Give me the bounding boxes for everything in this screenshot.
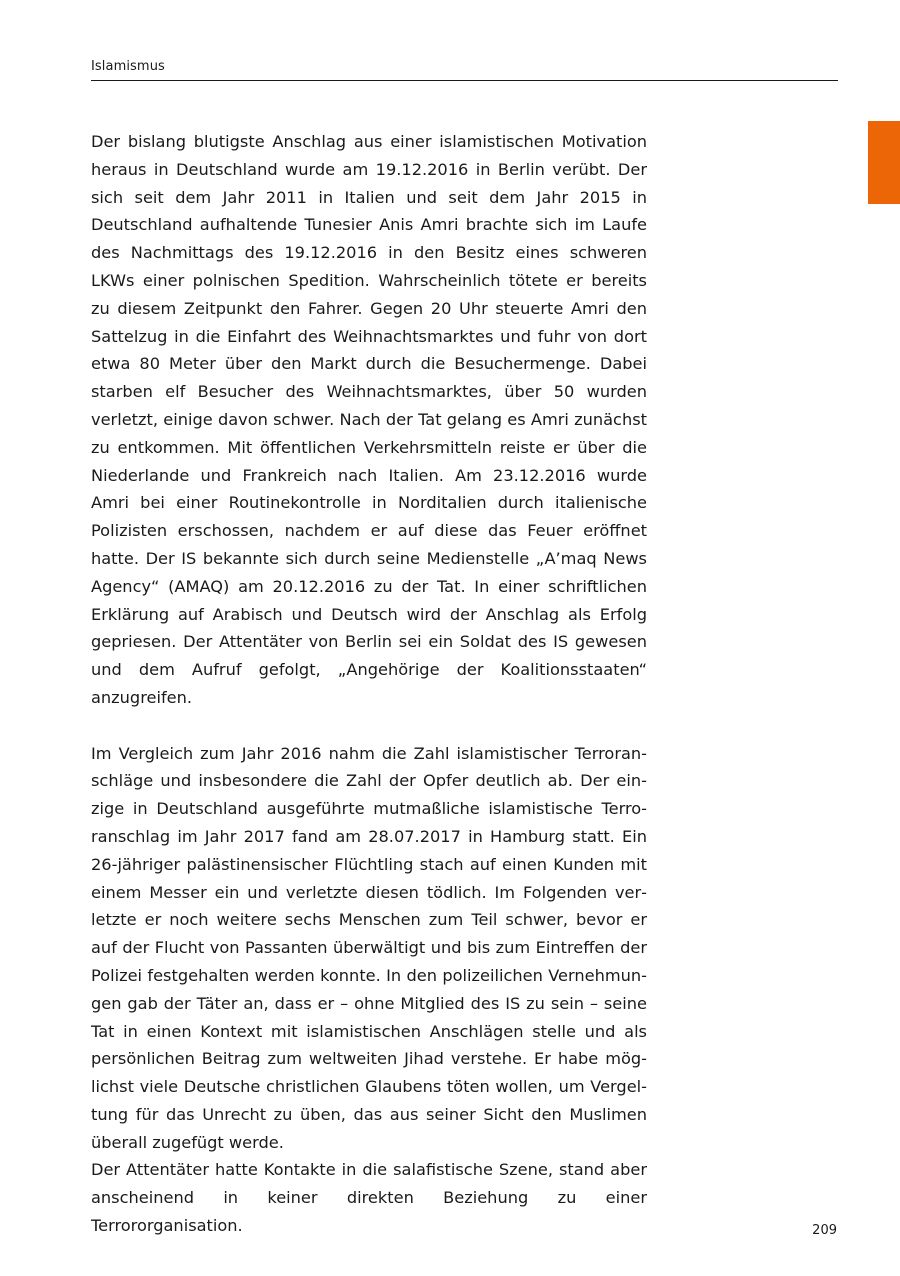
paragraph-attacker-contacts: Der Attentäter hatte Kontakte in die salafistische Szene, stand aber anscheinend in keiner direkten Beziehung zu einer Terrororganisation.: [91, 1160, 647, 1236]
header-rule: [91, 80, 838, 81]
chapter-tab-marker: [868, 121, 900, 204]
running-header: Islamismus: [91, 59, 165, 74]
page-number: 209: [812, 1223, 837, 1238]
paragraph-hamburg-attack: Im Vergleich zum Jahr 2016 nahm die Zahl islamistischer Terroranschläge und insbesondere die Zahl der Opfer deutlich ab. Der einzige in Deutschland ausgeführte mutmaßliche islamistische Terroranschlag im Jahr 2017 fand am 28.07.2017 in Hamburg statt. Ein 26-jähriger palästinensischer Flüchtling stach auf einen Kunden mit einem Messer ein und verletzte diesen tödlich. Im Folgenden verletzte er noch weitere sechs Menschen zum Teil schwer, bevor er auf der Flucht von Passanten überwältigt und bis zum Eintreffen der Polizei festgehalten werden konnte. In den polizeilichen Vernehmungen gab der Täter an, dass er – ohne Mitglied des IS zu sein – seine Tat in einen Kontext mit islamistischen Anschlägen stelle und als persönlichen Beitrag zum weltweiten Jihad verstehe. Er habe möglichst viele Deutsche christlichen Glaubens töten wollen, um Vergeltung für das Unrecht zu üben, das aus seiner Sicht den Muslimen überall zugefügt werde.: [91, 743, 647, 1152]
paragraph-berlin-attack: Der bislang blutigste Anschlag aus einer islamistischen Motivation heraus in Deutschland wurde am 19.12.2016 in Berlin verübt. Der sich seit dem Jahr 2011 in Italien und seit dem Jahr 2015 in Deutschland aufhaltende Tunesier Anis Amri brachte sich im Laufe des Nachmittags des 19.12.2016 in den Besitz eines schweren LKWs einer polnischen Spedition. Wahrscheinlich tötete er bereits zu diesem Zeitpunkt den Fahrer. Gegen 20 Uhr steuerte Amri den Sattelzug in die Einfahrt des Weihnachtsmarktes und fuhr von dort etwa 80 Meter über den Markt durch die Besuchermenge. Dabei starben elf Besucher des Weihnachtsmarktes, über 50 wurden verletzt, einige davon schwer. Nach der Tat gelang es Amri zunächst zu entkommen. Mit öffentlichen Verkehrsmitteln reiste er über die Niederlande und Frankreich nach Italien. Am 23.12.2016 wurde Amri bei einer Routinekontrolle in Norditalien durch italienische Polizisten erschossen, nachdem er auf diese das Feuer eröffnet hatte. Der IS bekannte sich durch seine Medienstelle „A’maq News Agency“ (AMAQ) am 20.12.2016 zu der Tat. In einer schriftlichen Erklärung auf Arabisch und Deutsch wird der Anschlag als Erfolg gepriesen. Der Attentäter von Berlin sei ein Soldat des IS gewesen und dem Aufruf gefolgt, „Angehörige der Koalitionsstaaten“ anzugreifen.: [91, 132, 647, 707]
body-text: [91, 128, 647, 1240]
